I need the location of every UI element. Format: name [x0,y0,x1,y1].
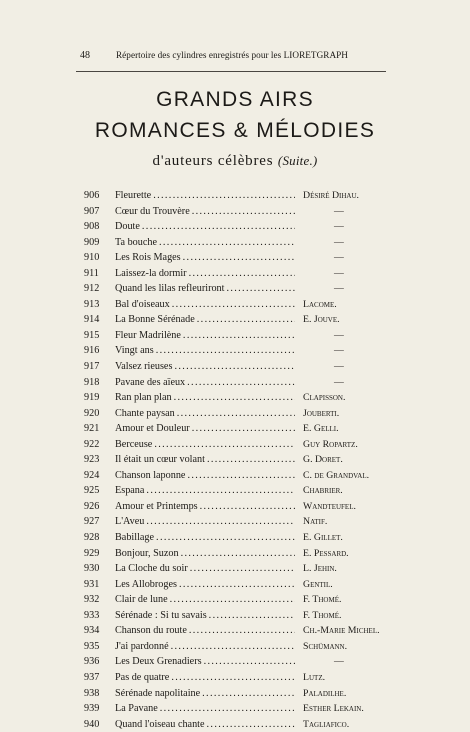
song-title-cell [115,561,295,577]
catalog-entry [0,421,470,437]
catalog-entry [0,390,470,406]
cylinder-number: 909 [84,236,100,248]
song-title: Espana [115,485,145,497]
composer-name: — [334,656,344,668]
song-title: Quand l'oiseau chante [115,718,205,730]
subtitle-suite: (Suite.) [277,153,318,168]
section-title-line-1: GRANDS AIRS [156,88,314,111]
running-title: Répertoire des cylindres enregistrés pour les LIORETGRAPH [116,50,348,60]
song-title-cell [115,483,295,499]
catalog-entry [0,204,470,220]
composer-name: Ch.-Marie Michel. [303,625,380,637]
cylinder-number: 934 [84,625,100,637]
page-header [80,50,386,66]
section-subtitle [0,153,470,170]
catalog-entry [0,235,470,251]
song-title-cell [115,623,295,639]
composer-name: E. Gillet. [303,532,343,544]
cylinder-number: 928 [84,532,100,544]
song-title: Babillage [115,532,155,544]
catalog-entry [0,266,470,282]
cylinder-number: 919 [84,392,100,404]
song-title-cell [115,343,295,359]
song-title-cell [115,639,295,655]
song-title: Amour et Douleur [115,423,190,435]
song-title-cell [115,204,295,220]
song-title: Valsez rieuses [115,361,173,373]
song-title: Les Rois Mages [115,252,181,264]
song-title: L'Aveu [115,516,145,528]
song-title-cell [115,437,295,453]
song-title: La Bonne Sérénade [115,314,195,326]
cylinder-number: 907 [84,205,100,217]
song-title-cell [115,701,295,717]
cylinder-number: 924 [84,469,100,481]
song-title: Clair de lune [115,594,168,606]
song-title-cell [115,297,295,313]
song-title: La Cloche du soir [115,563,188,575]
catalog-entry [0,359,470,375]
cylinder-number: 936 [84,656,100,668]
song-title: Ta bouche [115,236,157,248]
song-title: Chante paysan [115,407,175,419]
section-title-line-2: ROMANCES & MÉLODIES [94,119,376,142]
song-title-cell [115,281,295,297]
song-title: Il était un cœur volant [115,454,205,466]
song-title: Bal d'oiseaux [115,298,170,310]
catalog-entry [0,670,470,686]
song-title: Amour et Printemps [115,500,198,512]
song-title: Quand les lilas refleuriront [115,283,225,295]
song-title: J'ai pardonné [115,640,169,652]
composer-name: Clapisson. [303,392,346,404]
catalog-entry [0,701,470,717]
composer-name: Désiré Dihau. [303,190,359,201]
composer-name: — [334,267,344,279]
composer-name: — [334,329,344,341]
catalog-entry [0,219,470,235]
song-title-cell [115,390,295,406]
song-title-cell [115,530,295,546]
song-title-cell [115,717,295,732]
song-title: Pavane des aïeux [115,376,186,388]
song-title: Les Deux Grenadiers [115,656,202,668]
song-title: Sérénade : Si tu savais [115,609,207,621]
song-title: Fleurette [115,190,152,201]
composer-name: Guy Ropartz. [303,438,358,450]
catalog-entry [0,592,470,608]
composer-name: E. Gelli. [303,423,339,435]
composer-name: E. Pessard. [303,547,349,559]
cylinder-number: 939 [84,703,100,715]
catalog-entry [0,328,470,344]
cylinder-number: 921 [84,423,100,435]
song-title-cell [115,654,295,670]
song-title-cell [115,328,295,344]
cylinder-number: 908 [84,221,100,233]
composer-name: Chabrier. [303,485,343,497]
song-title-cell [115,592,295,608]
composer-name: Lutz. [303,671,326,683]
song-title-cell [115,499,295,515]
song-title: La Pavane [115,703,158,715]
subtitle-text: d'auteurs célèbres [152,153,274,169]
cylinder-number: 930 [84,563,100,575]
catalog-entry [0,468,470,484]
composer-name: G. Doret. [303,454,343,466]
composer-name: Schümann. [303,640,348,652]
catalog-entry [0,483,470,499]
composer-name: Wandteufel. [303,500,356,512]
song-title-cell [115,686,295,702]
song-title: Chanson laponne [115,469,186,481]
composer-name: Lacome. [303,298,337,310]
page-number: 48 [80,50,90,61]
song-title: Vingt ans [115,345,154,357]
song-title: Sérénade napolitaine [115,687,201,699]
cylinder-number: 914 [84,314,100,326]
composer-name: Natif. [303,516,328,528]
catalog-entry [0,608,470,624]
catalog-entry [0,437,470,453]
song-title: Les Allobroges [115,578,177,590]
song-title-cell [115,670,295,686]
song-title-cell [115,406,295,422]
composer-name: Jouberti. [303,407,340,419]
song-title-cell [115,608,295,624]
catalog-entry [0,406,470,422]
catalog-entry [0,717,470,732]
composer-name: Paladilhe. [303,687,347,699]
cylinder-number: 932 [84,594,100,606]
composer-name: — [334,252,344,264]
cylinder-number: 922 [84,438,100,450]
song-title-cell [115,514,295,530]
composer-name: F. Thomé. [303,609,342,621]
composer-name: — [334,283,344,295]
catalog-entry [0,312,470,328]
catalog-entry [0,343,470,359]
cylinder-number: 916 [84,345,100,357]
composer-name: — [334,376,344,388]
composer-name: — [334,361,344,373]
catalog-entry [0,577,470,593]
composer-name: Esther Lekain. [303,703,364,715]
catalog-entry [0,514,470,530]
song-title-cell [115,359,295,375]
song-title: Pas de quatre [115,671,170,683]
song-title-cell [115,421,295,437]
header-rule [76,71,386,72]
catalog-entry [0,297,470,313]
catalog-entry [0,561,470,577]
catalog-entry [0,250,470,266]
composer-name: F. Thomé. [303,594,342,606]
catalog-entry [0,546,470,562]
catalog-entry [0,623,470,639]
cylinder-number: 933 [84,609,100,621]
cylinder-number: 926 [84,500,100,512]
catalog-entry [0,654,470,670]
song-title: Ran plan plan [115,392,172,404]
cylinder-number: 935 [84,640,100,652]
catalog-entry [0,375,470,391]
cylinder-number: 915 [84,329,100,341]
cylinder-number: 940 [84,718,100,730]
cylinder-number: 929 [84,547,100,559]
cylinder-number: 906 [84,190,100,201]
song-title: Fleur Madrilène [115,329,181,341]
song-title-cell [115,219,295,235]
composer-name: Tagliafico. [303,718,350,730]
song-title-cell [115,266,295,282]
composer-name: — [334,221,344,233]
cylinder-number: 920 [84,407,100,419]
catalog-entry [0,530,470,546]
cylinder-number: 913 [84,298,100,310]
cylinder-number: 910 [84,252,100,264]
song-title-cell [115,235,295,251]
cylinder-number: 925 [84,485,100,497]
song-title: Bonjour, Suzon [115,547,179,559]
song-title: Berceuse [115,438,153,450]
song-title-cell [115,452,295,468]
catalog-entry [0,281,470,297]
cylinder-number: 931 [84,578,100,590]
song-title-cell [115,375,295,391]
composer-name: C. de Grandval. [303,469,370,481]
catalog-entry [0,452,470,468]
composer-name: Gentil. [303,578,333,590]
cylinder-number: 917 [84,361,100,373]
cylinder-number: 937 [84,671,100,683]
catalog-entry [0,639,470,655]
song-title: Chanson du route [115,625,187,637]
catalog-entry [0,188,470,204]
song-title: Doute [115,221,140,233]
cylinder-number: 918 [84,376,100,388]
song-title-cell [115,468,295,484]
composer-name: E. Jouve. [303,314,340,326]
song-title-cell [115,577,295,593]
catalog-entry [0,499,470,515]
composer-name: — [334,205,344,217]
cylinder-number: 911 [84,267,99,279]
composer-name: — [334,345,344,357]
catalog-entry [0,686,470,702]
song-title: Cœur du Trouvère [115,205,190,217]
song-title: Laissez-la dormir [115,267,187,279]
composer-name: — [334,236,344,248]
catalog-list [0,188,470,732]
composer-name: L. Jehin. [303,563,337,575]
song-title-cell [115,188,295,204]
song-title-cell [115,312,295,328]
song-title-cell [115,250,295,266]
cylinder-number: 938 [84,687,100,699]
cylinder-number: 927 [84,516,100,528]
cylinder-number: 912 [84,283,100,295]
cylinder-number: 923 [84,454,100,466]
song-title-cell [115,546,295,562]
